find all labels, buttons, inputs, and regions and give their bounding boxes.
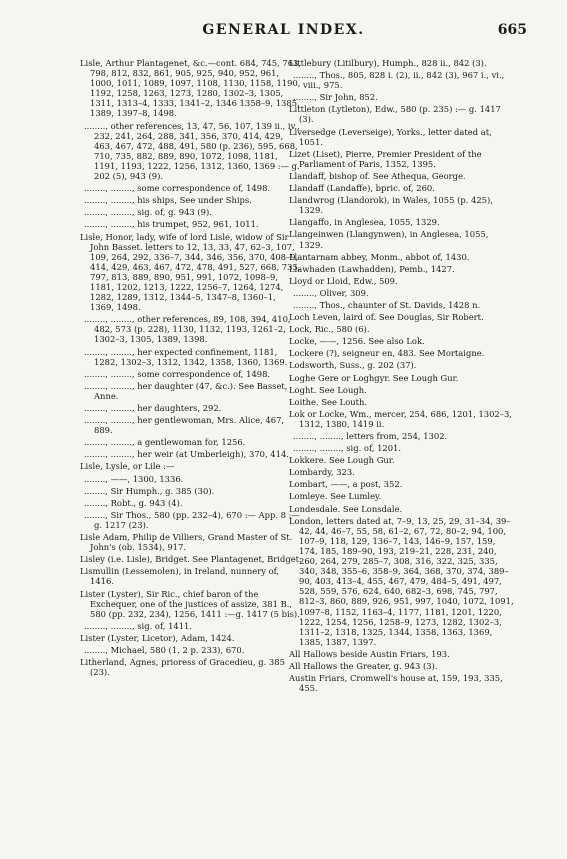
index-entry: Lombart, ——, a post, 352. <box>289 479 403 490</box>
index-entry: Littleton (Lytleton), Edw., 580 (p. 235) :— g. 1417 (3). <box>289 104 501 125</box>
index-entry: ........, ........, a gentlewoman for, 1256. <box>84 437 246 448</box>
index-entry: Lloyd or Lloid, Edw., 509. <box>289 275 398 286</box>
index-entry: ........, ........, some correspondence of, 1498. <box>84 183 271 194</box>
index-entry: ........, Oliver, 309. <box>293 287 369 298</box>
index-entry: Londesdale. See Lonsdale. <box>289 503 403 514</box>
index-entry: ........, Sir Thos., 580 (pp. 232–4), 670 :— App. 8 :—g. 1217 (23). <box>84 509 300 530</box>
index-entry: Lok or Locke, Wm., mercer, 254, 686, 1201, 1302–3, 1312, 1380, 1419 ii. <box>289 408 512 429</box>
index-entry: Lokkere. See Lough Gur. <box>289 455 395 466</box>
index-entry: Littlebury (Litilbury), Humph., 828 ii., 842 (3). <box>289 58 487 68</box>
index-entry: Litherland, Agnes, prioress of Gracedieu, g. 385 (23). <box>80 657 285 678</box>
index-entry: ........, other references, 13, 47, 56, 107, 139 ii., iv., 232, 241, 264, 288, 341, 356, 370, 414, 429, 463, 467, 472, 488, 491, 580 (p. 236), 595, 668, 710, 735, 882, 889, 890, 1072, 1098, 1181, 1191, 1193, 1222, 1256, 1312, 1360, 1369 :— g. 202 (5), 943 (9). <box>84 120 300 182</box>
index-entry: Lister (Lyster, Licetor), Adam, 1424. <box>80 632 235 643</box>
page-header <box>0 22 567 42</box>
index-entry: Llandaff, bishop of. See Athequa, George. <box>289 170 466 181</box>
index-entry: Lockere (?), seigneur en, 483. See Mortaigne. <box>289 348 485 359</box>
index-entry: ........, Robt., g. 943 (4). <box>84 497 183 508</box>
index-entry: All Hallows the Greater, g. 943 (3). <box>289 660 438 671</box>
index-entry: Loithe. See Louth. <box>289 396 368 407</box>
index-entry: Lisle, Lysle, or Lile :— <box>80 461 175 472</box>
index-entry: ........, ........, sig. of, 1201. <box>293 443 402 454</box>
index-entry: Austin Friars, Cromwell's house at, 159, 193, 335, 455. <box>289 673 503 694</box>
index-entry: ........, ........, sig. of, g. 943 (9). <box>84 207 212 218</box>
index-entry: Lisle Adam, Philip de Villiers, Grand Master of St. John's (ob. 1534), 917. <box>80 532 293 553</box>
index-entry: ........, Thos., chaunter of St. Davids, 1428 n. <box>293 299 481 310</box>
index-entry: ........, ........, letters from, 254, 1302. <box>293 431 448 441</box>
index-entry: ........, ........, his trumpet, 952, 961, 1011. <box>84 219 259 230</box>
index-entry: ........, Michael, 580 (1, 2 p. 233), 670. <box>84 644 245 655</box>
index-entry: Lisley (i.e. Lisle), Bridget. See Plantagenet, Bridget. <box>80 554 302 565</box>
index-entry: ........, ........, sig. of, 1411. <box>84 620 193 631</box>
index-entry: ........, Sir Humph., g. 385 (30). <box>84 485 215 496</box>
index-entry: Llandwrog (Llandorok), in Wales, 1055 (p. 425), 1329. <box>289 195 493 216</box>
index-column-right <box>289 58 515 695</box>
index-entry: Llantarnam abbey, Monm., abbot of, 1430. <box>289 251 470 262</box>
index-entry: ........, ........, her gentlewoman, Mrs. Alice, 467, 889. <box>84 415 285 436</box>
index-entry: Lomleye. See Lumley. <box>289 491 382 502</box>
index-entry: London, letters dated at, 7–9, 13, 25, 29, 31–34, 39–42, 44, 46–7, 55, 58, 61–2, 67, 72, 80–2, 94, 100, 107–9, 118, 129, 136–7, 143, 146–9, 157, 159, 174, 185, 189–90, 193, 219–21, 228, 231, 240, 260, 264, 279, 285–7, 308, 316, 322, 325, 335, 340, 348, 355–6, 358–9, 364, 368, 370, 374, 389–90, 403, 413–4, 455, 467, 479, 484–5, 491, 497, 528, 559, 576, 624, 640, 682–3, 698, 745, 797, 812–3, 860, 889, 926, 951, 997, 1040, 1072, 1091, 1097–8, 1152, 1163–4, 1177, 1181, 1201, 1220, 1222, 1254, 1256, 1258–9, 1273, 1282, 1302–3, 1311–2, 1318, 1325, 1344, 1358, 1363, 1369, 1385, 1387, 1397. <box>289 515 514 647</box>
index-entry: Loch Leven, laird of. See Douglas, Sir Robert. <box>289 312 484 323</box>
index-entry: Lisle, Arthur Plantagenet, &c.—cont. 684, 745, 763, 798, 812, 832, 861, 905, 925, 940, 952, 961, 1000, 1011, 1089, 1097, 1108, 1130, 1158, 1190, 1192, 1258, 1263, 1273, 1280, 1302–3, 1305, 1311, 1313–4, 1333, 1341–2, 1346 1358–9, 1385, 1389, 1397–8, 1498. <box>80 58 302 119</box>
index-entry: Lister (Lyster), Sir Ric., chief baron of the Exchequer, one of the justices of assize, 381 B., 580 (pp. 232, 234), 1256, 1411 :—g. 1417 (5 bis). <box>80 588 300 619</box>
index-entry: ........, ........, her weir (at Umberleigh), 370, 414. <box>84 449 289 460</box>
index-entry: ........, Thos., 805, 828 i. (2), ii., 842 (3), 967 i., vi., viii., 975. <box>293 70 505 91</box>
index-entry: Lismullin (Lessemolen), in Ireland, nunnery of, 1416. <box>80 566 280 587</box>
index-entry: Lizet (Liset), Pierre, Premier President of the Parliament of Paris, 1352, 1395. <box>289 148 482 169</box>
index-entry: ........, ........, her daughter (47, &c.). See Basset, Anne. <box>84 380 288 401</box>
index-column-left <box>80 58 302 679</box>
index-entry: All Hallows beside Austin Friars, 193. <box>289 648 450 659</box>
index-entry: ........, ........, some correspondence of, 1498. <box>84 368 271 379</box>
index-entry: Loghe Gere or Loghgyr. See Lough Gur. <box>289 372 459 383</box>
index-entry: ........, ........, other references, 89, 108, 394, 410, 482, 573 (p. 228), 1130, 1132, 1193, 1261–2, 1302–3, 1305, 1389, 1398. <box>84 314 291 345</box>
page-title: GENERAL INDEX. <box>202 22 365 38</box>
index-entry: ........, ........, her expected confinement, 1181, 1282, 1302–3, 1312, 1342, 1358, 1360, 1369. <box>84 346 288 367</box>
index-entry: ........, ........, his ships, See under Ships. <box>84 195 252 206</box>
index-entry: Llawhaden (Lawhadden), Pemb., 1427. <box>289 263 455 274</box>
index-entry: Llangaffo, in Anglesea, 1055, 1329. <box>289 217 440 228</box>
index-entry: ........, ........, her daughters, 292. <box>84 403 222 413</box>
index-entry: Lisle, Honor, lady, wife of lord Lisle, widow of Sir John Basset. letters to 12, 13, 33, 47, 62–3, 107, 109, 264, 292, 336–7, 344, 346, 356, 370, 408–9, 414, 429, 463, 467, 472, 478, 491, 527, 668, 735, 797, 813, 889, 890, 951, 991, 1072, 1098–9, 1181, 1202, 1213, 1222, 1256–7, 1264, 1274, 1282, 1289, 1312, 1344–5, 1347–8, 1360–1, 1369, 1498. <box>80 231 301 313</box>
index-entry: Liversedge (Leverseige), Yorks., letter dated at, 1051. <box>289 126 492 147</box>
index-entry: Llandaff (Landaffe), bpric. of, 260. <box>289 183 435 194</box>
index-entry: Locke, ——, 1256. See also Lok. <box>289 336 425 347</box>
index-entry: ........, ——, 1300, 1336. <box>84 473 184 484</box>
index-entry: Loght. See Lough. <box>289 384 367 395</box>
index-entry: ........, Sir John, 852. <box>293 92 378 103</box>
index-entry: Lodsworth, Suss., g. 202 (37). <box>289 360 417 371</box>
index-entry: Llangeinwen (Llangynwen), in Anglesea, 1055, 1329. <box>289 229 489 250</box>
index-entry: Lock, Ric., 580 (6). <box>289 324 370 335</box>
index-entry: Lombardy, 323. <box>289 467 355 478</box>
page-number: 665 <box>497 22 527 38</box>
